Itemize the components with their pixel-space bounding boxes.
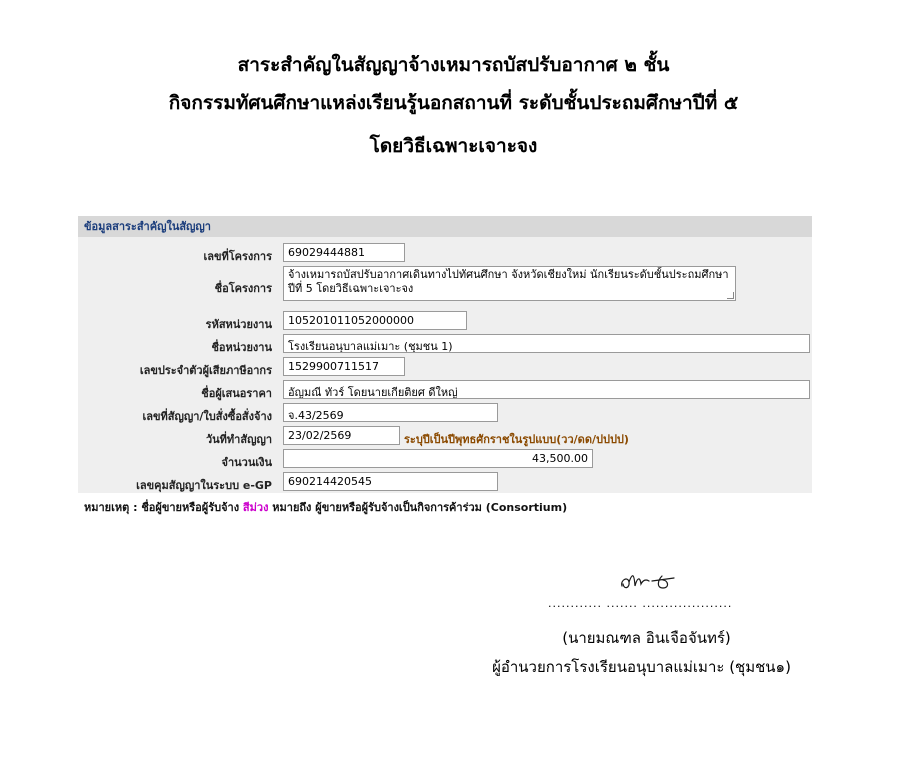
project-name-text: จ้างเหมารถบัสปรับอากาศเดินทางไปทัศนศึกษา จังหวัดเชียงใหม่ นักเรียนระดับชั้นประถมศึกษาปีที่ 5 โดยวิธีเฉพาะเจาะจง (288, 268, 729, 295)
bidder-label: ชื่อผู้เสนอราคา (201, 387, 272, 400)
project-name-label: ชื่อโครงการ (214, 282, 272, 295)
consortium-note (84, 498, 567, 516)
contract-info-panel (78, 216, 812, 493)
agency-code-field[interactable]: 105201011052000000 (283, 311, 467, 330)
document-title-line-1: สาระสำคัญในสัญญาจ้างเหมารถบัสปรับอากาศ ๒ ชั้น (237, 54, 670, 76)
document-title-line-2: กิจกรรมทัศนศึกษาแหล่งเรียนรู้นอกสถานที่ ระดับชั้นประถมศึกษาปีที่ ๕ (168, 92, 739, 114)
document-title-line-3: โดยวิธีเฉพาะเจาะจง (369, 135, 538, 157)
contract-date-label: วันที่ทำสัญญา (205, 433, 272, 446)
contract-date-field[interactable]: 23/02/2569 (283, 426, 400, 445)
tax-id-field[interactable]: 1529900711517 (283, 357, 405, 376)
signer-name: (นายมณฑล อินเจือจันทร์) (562, 629, 731, 647)
agency-name-field[interactable]: โรงเรียนอนุบาลแม่เมาะ (ชุมชน 1) (283, 334, 810, 353)
egp-no-field[interactable]: 690214420545 (283, 472, 498, 491)
project-no-label: เลขที่โครงการ (203, 250, 272, 263)
agency-name-label: ชื่อหน่วยงาน (211, 341, 272, 354)
amount-field[interactable]: 43,500.00 (283, 449, 593, 468)
signature-line: ............ ....... .................... (548, 597, 733, 610)
project-no-field[interactable]: 69029444881 (283, 243, 405, 262)
tax-id-label: เลขประจำตัวผู้เสียภาษีอากร (139, 364, 272, 377)
date-format-hint: ระบุปีเป็นปีพุทธศักราชในรูปแบบ(วว/ดด/ปปปป) (404, 433, 629, 446)
signer-position: ผู้อำนวยการโรงเรียนอนุบาลแม่เมาะ (ชุมชน๑) (492, 658, 791, 676)
panel-header: ข้อมูลสาระสำคัญในสัญญา (78, 216, 812, 237)
note-prefix: หมายเหตุ : ชื่อผู้ขายหรือผู้รับจ้าง (84, 501, 243, 514)
agency-code-label: รหัสหน่วยงาน (205, 318, 272, 331)
amount-label: จำนวนเงิน (221, 456, 272, 469)
handwritten-signature (616, 566, 686, 596)
bidder-field[interactable]: อัญมณี ทัวร์ โดยนายเกียติยศ ดีใหญ่ (283, 380, 810, 399)
project-name-textarea[interactable] (283, 266, 736, 301)
note-highlight: สีม่วง (242, 501, 269, 514)
contract-no-label: เลขที่สัญญา/ใบสั่งซื้อสั่งจ้าง (142, 410, 272, 423)
note-suffix: หมายถึง ผู้ขายหรือผู้รับจ้างเป็นกิจการค้าร่วม (Consortium) (268, 501, 568, 514)
egp-no-label: เลขคุมสัญญาในระบบ e-GP (136, 479, 272, 492)
contract-no-field[interactable]: จ.43/2569 (283, 403, 498, 422)
resize-handle-icon[interactable] (727, 292, 734, 299)
